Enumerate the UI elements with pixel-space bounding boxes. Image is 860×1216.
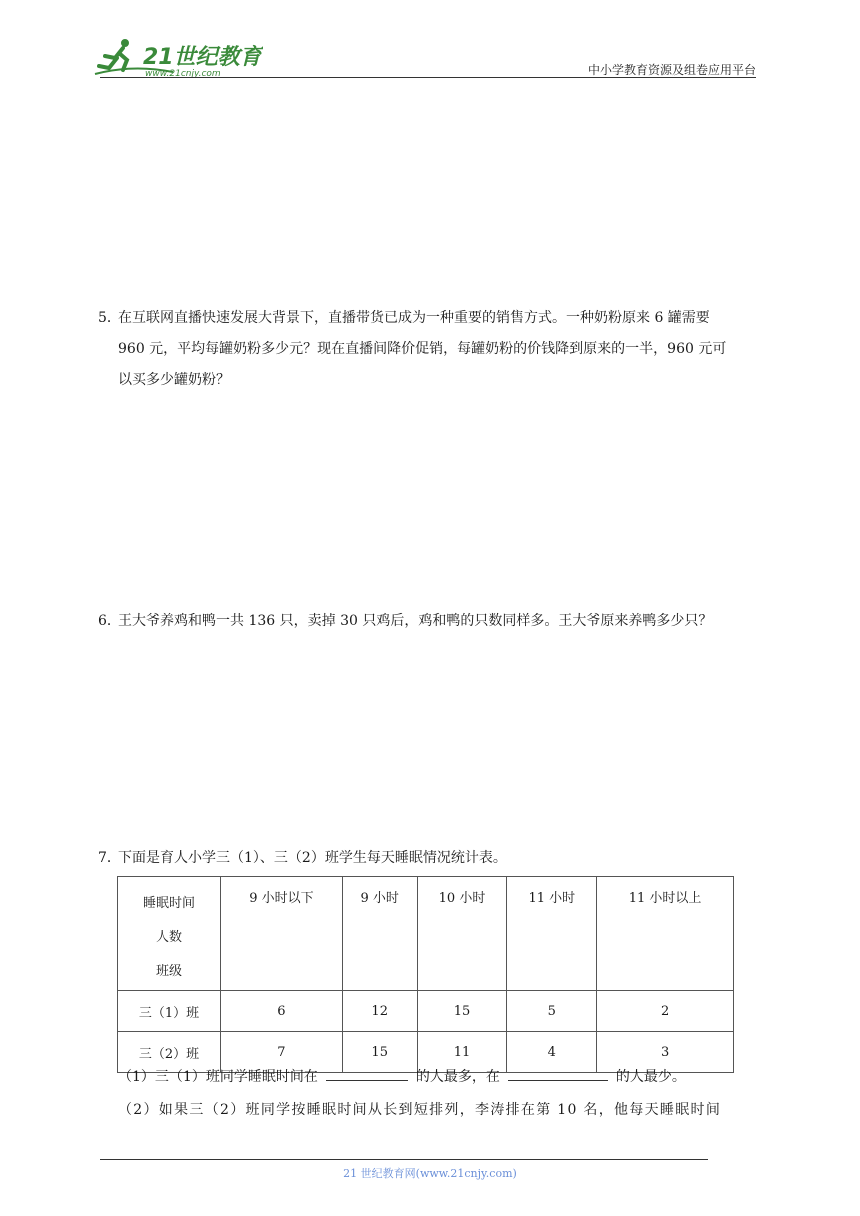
- question-text-line2: 960 元，平均每罐奶粉多少元？现在直播间降价促销，每罐奶粉的价钱降到原来的一半，960 元可: [118, 341, 727, 357]
- question-6: [98, 606, 778, 637]
- column-header: 10 小时: [417, 877, 507, 991]
- table-cell: 3: [597, 1032, 734, 1073]
- column-header: 9 小时: [342, 877, 417, 991]
- sub-question-1: [118, 1066, 686, 1087]
- question-text-line3: 以买多少罐奶粉？: [118, 372, 230, 388]
- table-cell: 2: [597, 991, 734, 1032]
- table-cell: 7: [221, 1032, 343, 1073]
- sub-question-2: （2）如果三（2）班同学按睡眠时间从长到短排列，李涛排在第 10 名，他每天睡眠时间: [118, 1102, 722, 1118]
- footer-text: 21 世纪教育网(www.21cnjy.com): [343, 1167, 517, 1180]
- platform-name: 中小学教育资源及组卷应用平台: [587, 63, 756, 77]
- table-row: [118, 991, 734, 1032]
- sub-question-text-b: 的人最多，在: [415, 1069, 500, 1085]
- table-cell: 11: [417, 1032, 507, 1073]
- table-cell: 4: [507, 1032, 597, 1073]
- row-label: 三（1）班: [118, 991, 221, 1032]
- sub-question-text-c: 的人最少。: [615, 1069, 686, 1085]
- logo-url: www.21cnjy.com: [145, 69, 221, 79]
- question-number: 5．: [98, 310, 121, 326]
- table-header-row: [118, 877, 734, 991]
- column-header: 11 小时: [507, 877, 597, 991]
- table-cell: 12: [342, 991, 417, 1032]
- question-7: [98, 843, 768, 874]
- table-cell: 5: [507, 991, 597, 1032]
- table-corner-cell: [118, 877, 221, 991]
- column-header: 9 小时以下: [221, 877, 343, 991]
- question-number: 6．: [98, 613, 121, 629]
- header-divider: [100, 77, 756, 78]
- answer-blank[interactable]: [508, 1066, 608, 1081]
- corner-label-sleep: 睡眠时间: [142, 896, 195, 911]
- column-header: 11 小时以上: [597, 877, 734, 991]
- question-5: [98, 303, 768, 396]
- site-logo: [93, 36, 263, 80]
- sleep-stats-table: [117, 876, 734, 1073]
- corner-label-class: 班级: [155, 964, 182, 979]
- answer-blank[interactable]: [326, 1066, 408, 1081]
- table-cell: 15: [342, 1032, 417, 1073]
- question-text: 王大爷养鸡和鸭一共 136 只，卖掉 30 只鸡后，鸡和鸭的只数同样多。王大爷原来养鸭多少只？: [118, 613, 713, 629]
- question-text: 下面是育人小学三（1）、三（2）班学生每天睡眠情况统计表。: [118, 850, 507, 866]
- question-text-line1: 在互联网直播快速发展大背景下，直播带货已成为一种重要的销售方式。一种奶粉原来 6 罐需要: [118, 310, 710, 326]
- corner-label-count: 人数: [155, 930, 182, 945]
- row-label: 三（2）班: [118, 1032, 221, 1073]
- table-cell: 6: [221, 991, 343, 1032]
- sub-question-text-a: （1）三（1）班同学睡眠时间在: [118, 1069, 318, 1085]
- footer-divider: [100, 1159, 708, 1160]
- logo-text: 21世纪教育: [143, 45, 262, 70]
- table-cell: 15: [417, 991, 507, 1032]
- question-number: 7．: [98, 850, 121, 866]
